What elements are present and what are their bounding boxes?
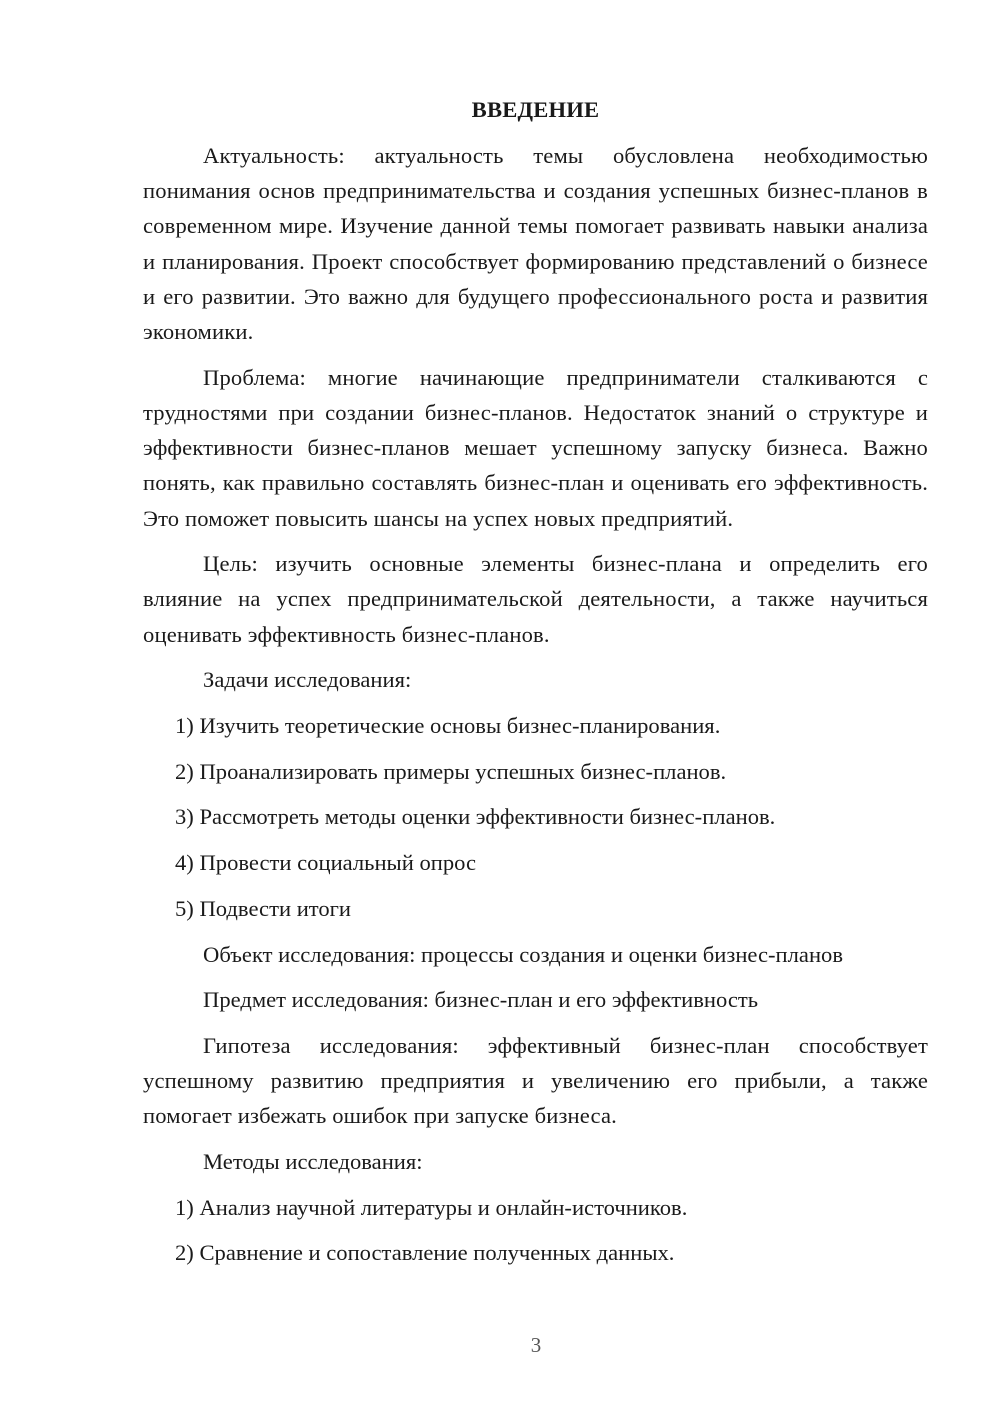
hypothesis-paragraph: Гипотеза исследования: эффективный бизнес-план способствует успешному развитию предприятия и увеличению его прибыли, а также помогает избежать ошибок при запуске бизнеса. bbox=[143, 1032, 928, 1129]
tasks-heading: Задачи исследования: bbox=[203, 667, 412, 693]
relevance-paragraph: Актуальность: актуальность темы обусловлена необходимостью понимания основ предпринимательства и создания успешных бизнес-планов в современном мире. Изучение данной темы помогает развивать навыки анализа и планирования. Проект способствует формированию представлений о бизнесе и его развитии. Это важно для будущего профессионального роста и развития экономики. bbox=[143, 143, 928, 345]
problem-paragraph: Проблема: многие начинающие предприниматели сталкиваются с трудностями при создании бизнес-планов. Недостаток знаний о структуре и эффективности бизнес-планов мешает успешному запуску бизнеса. Важно понять, как правильно составлять бизнес-план и оценивать его эффективность. Это поможет повысить шансы на успех новых предприятий. bbox=[143, 364, 928, 531]
task-item-2: 2) Проанализировать примеры успешных бизнес-планов. bbox=[175, 758, 727, 784]
methods-heading: Методы исследования: bbox=[203, 1149, 423, 1175]
method-item-1: 1) Анализ научной литературы и онлайн-источников. bbox=[175, 1194, 688, 1220]
task-item-3: 3) Рассмотреть методы оценки эффективности бизнес-планов. bbox=[175, 804, 776, 830]
object-paragraph: Объект исследования: процессы создания и оценки бизнес-планов bbox=[203, 941, 844, 967]
page-content bbox=[143, 92, 928, 1281]
task-item-1: 1) Изучить теоретические основы бизнес-планирования. bbox=[175, 713, 721, 739]
page-number: 3 bbox=[530, 1333, 542, 1357]
method-item-2: 2) Сравнение и сопоставление полученных данных. bbox=[175, 1240, 675, 1266]
section-title: ВВЕДЕНИЕ bbox=[471, 97, 600, 122]
task-item-5: 5) Подвести итоги bbox=[175, 895, 352, 921]
subject-paragraph: Предмет исследования: бизнес-план и его эффективность bbox=[203, 987, 759, 1013]
goal-paragraph: Цель: изучить основные элементы бизнес-плана и определить его влияние на успех предпринимательской деятельности, а также научиться оценивать эффективность бизнес-планов. bbox=[143, 551, 928, 647]
task-item-4: 4) Провести социальный опрос bbox=[175, 850, 477, 876]
